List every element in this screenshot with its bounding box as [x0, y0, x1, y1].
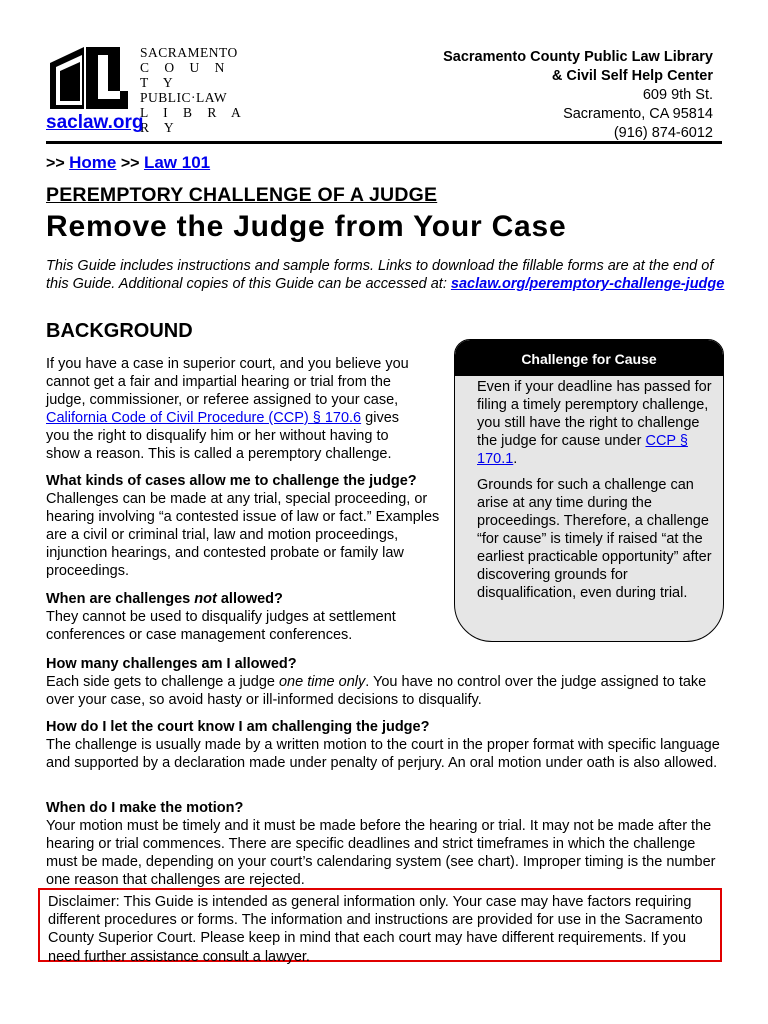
background-heading: BACKGROUND — [46, 320, 193, 342]
question-heading: When do I make the motion? — [46, 800, 244, 816]
guide-subheading: PEREMPTORY CHALLENGE OF A JUDGE — [46, 184, 438, 206]
answer-text: The challenge is usually made by a written motion to the court in the proper format with specific language and supported by a declaration made under penalty of perjury. An oral motion under oath is also allowed. — [46, 737, 720, 771]
phone-number: (916) 874-6012 — [613, 125, 713, 141]
sidebar-paragraph: Grounds for such a challenge can arise at any time during the proceedings. Therefore, a challenge “for cause” is timely if raised “at the earliest practicable opportunity” after discovering grounds for disqualification, even during trial. — [477, 477, 712, 601]
answer-text: Your motion must be timely and it must be made before the hearing or trial. It may not be made after the hearing or trial commences. There are specific deadlines and strict timeframes in which the challenge must be made, depending on your court’s calendaring system (see chart). Improper timing is the number one reason that challenges are rejected. — [46, 818, 716, 888]
question-heading: When are challenges not allowed? — [46, 591, 283, 607]
library-logo-mark — [46, 45, 132, 111]
answer-text: Challenges can be made at any trial, special proceeding, or hearing involving “a contested issue of law or fact.” Examples are a civil or criminal trial, law and motion proceedings, injunction hearings, and contested probate or family law proceedings. — [46, 491, 440, 579]
intro-paragraph: This Guide includes instructions and sample forms. Links to download the fillable forms are at the end of this Guide. Additional copies of this Guide can be accessed at: saclaw.org/peremptory-challenge-judge — [46, 258, 725, 292]
saclaw-site-link[interactable]: saclaw.org — [46, 112, 144, 133]
question-heading: How do I let the court know I am challenging the judge? — [46, 719, 430, 735]
breadcrumb-home-link[interactable]: Home — [69, 153, 117, 172]
background-paragraph: If you have a case in superior court, and you believe you cannot get a fair and impartial hearing or trial from the judge, commissioner, or referee assigned to your case, California Code of Civil Procedure (CCP) § 170.6 gives you the right to disqualify him or her without having to show a reason. This is called a peremptory challenge. — [46, 356, 409, 462]
library-name: Sacramento County Public Law Library — [443, 49, 713, 65]
answer-text: Each side gets to challenge a judge one time only. You have no control over the judge assigned to take over your case, so avoid hasty or ill-informed decisions to disqualify. — [46, 674, 707, 708]
ccp-170-6-link[interactable]: California Code of Civil Procedure (CCP) § 170.6 — [46, 410, 362, 426]
ccp-170-1-link[interactable]: CCP § 170.1 — [477, 433, 688, 467]
library-address — [443, 48, 713, 143]
sidebar-paragraph: Even if your deadline has passed for filing a timely peremptory challenge, you still have the right to challenge the judge for cause under CCP § 170.1. — [477, 379, 712, 467]
logo-wordmark: SACRAMENTO C O U N T Y PUBLIC·LAW L I B R A R Y — [140, 45, 247, 135]
challenge-for-cause-sidebar — [454, 339, 724, 642]
faq-cases — [46, 472, 441, 580]
page-title: Remove the Judge from Your Case — [46, 210, 567, 243]
breadcrumb: >> Home >> Law 101 — [46, 153, 211, 172]
city-state-zip: Sacramento, CA 95814 — [563, 106, 713, 122]
library-subname: & Civil Self Help Center — [551, 68, 713, 84]
faq-when-motion — [46, 799, 726, 889]
faq-notify-court — [46, 718, 726, 772]
question-heading: What kinds of cases allow me to challenge the judge? — [46, 473, 417, 489]
header-divider — [46, 141, 722, 144]
answer-text: They cannot be used to disqualify judges at settlement conferences or case management conferences. — [46, 609, 396, 643]
faq-not-allowed — [46, 590, 436, 644]
sidebar-heading: Challenge for Cause — [455, 340, 723, 376]
faq-how-many — [46, 655, 726, 709]
breadcrumb-law101-link[interactable]: Law 101 — [143, 153, 211, 172]
street-address: 609 9th St. — [642, 87, 713, 103]
disclaimer-box: Disclaimer: This Guide is intended as general information only. Your case may have factors requiring different procedures or forms. The information and instructions are provided for use in the Sacramento County Superior Court. Please keep in mind that each court may have different requirements. If you need further assistance consult a lawyer. — [38, 888, 722, 962]
guide-url-link[interactable]: saclaw.org/peremptory-challenge-judge — [450, 276, 725, 292]
question-heading: How many challenges am I allowed? — [46, 656, 297, 672]
